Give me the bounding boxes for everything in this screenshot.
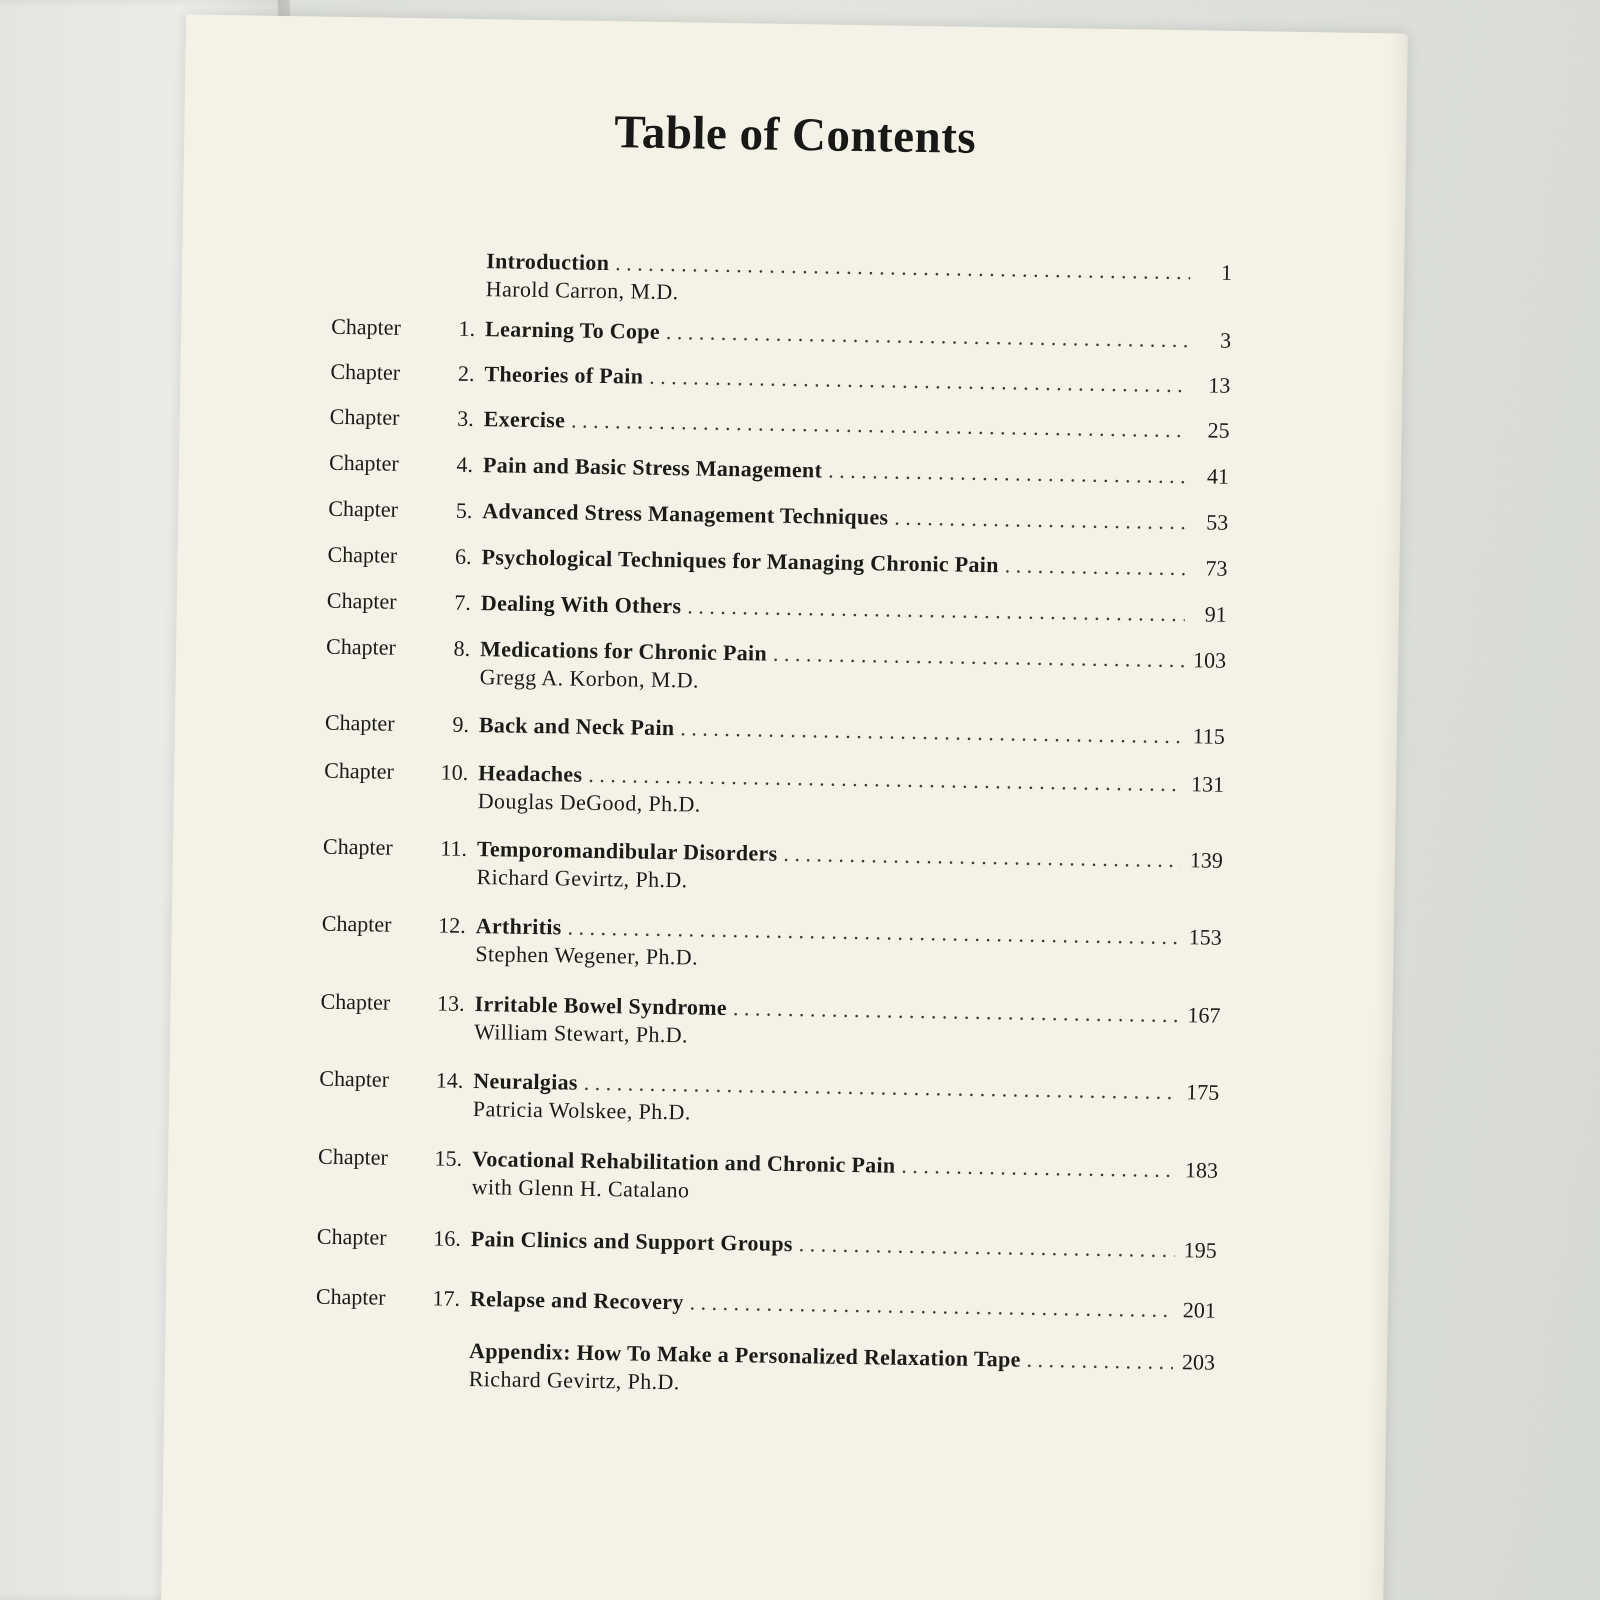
chapter-label: Chapter	[327, 541, 398, 568]
toc-entry	[320, 988, 1221, 1058]
chapter-number: 1.	[458, 315, 476, 341]
page-number: 91	[1204, 601, 1227, 627]
entry-title: Pain and Basic Stress Management	[482, 452, 823, 483]
entry-title: Advanced Stress Management Techniques	[482, 498, 889, 530]
toc-entry	[324, 757, 1225, 827]
chapter-label: Chapter	[321, 910, 392, 937]
chapter-number: 9.	[452, 711, 470, 737]
dot-leader	[799, 1230, 1176, 1264]
chapter-number	[432, 246, 486, 247]
chapter-label: Chapter	[322, 833, 393, 860]
chapter-label: Chapter	[326, 587, 397, 614]
dot-leader	[1026, 1346, 1173, 1376]
chapter-number: 6.	[454, 543, 472, 569]
dot-leader	[828, 457, 1187, 491]
page-number: 13	[1208, 372, 1231, 398]
entry-title: Medications for Chronic Pain	[479, 636, 768, 666]
chapter-number: 2.	[457, 360, 475, 386]
toc-entry	[319, 1065, 1220, 1135]
dot-leader	[687, 592, 1185, 628]
entry-title: Back and Neck Pain	[478, 712, 675, 741]
chapter-label	[332, 245, 432, 247]
page-number: 131	[1190, 771, 1225, 797]
chapter-number: 17.	[432, 1285, 461, 1311]
page-number: 103	[1192, 647, 1227, 673]
toc-entry	[322, 833, 1223, 903]
page-number: 41	[1206, 463, 1230, 489]
toc-entry	[327, 541, 1227, 583]
entry-title: Exercise	[483, 406, 566, 433]
entry-title: Appendix: How To Make a Personalized Relaxation Tape	[468, 1338, 1021, 1372]
entry-title: Learning To Cope	[484, 316, 661, 344]
entry-title: Vocational Rehabilitation and Chronic Pain	[471, 1146, 896, 1178]
chapter-label: Chapter	[324, 709, 395, 736]
chapter-number: 3.	[457, 405, 474, 431]
page-number: 201	[1182, 1297, 1217, 1323]
chapter-number: 10.	[440, 759, 469, 785]
dot-leader	[680, 714, 1183, 750]
entry-author: William Stewart, Ph.D.	[473, 1019, 689, 1048]
toc-entry	[321, 910, 1222, 980]
chapter-number: 14.	[435, 1067, 464, 1093]
chapter-label	[315, 1335, 415, 1337]
chapter-label: Chapter	[329, 403, 400, 430]
chapter-number: 15.	[434, 1145, 463, 1171]
page-number: 167	[1187, 1002, 1221, 1028]
page-number: 3	[1219, 327, 1232, 353]
page-number: 203	[1181, 1349, 1216, 1375]
chapter-label: Chapter	[325, 633, 397, 660]
page-number: 183	[1184, 1157, 1219, 1183]
chapter-label: Chapter	[330, 313, 402, 340]
entry-author: Douglas DeGood, Ph.D.	[477, 788, 701, 817]
entry-title: Psychological Techniques for Managing Chronic Pain	[481, 544, 999, 578]
dot-leader	[571, 407, 1188, 445]
page-number: 25	[1207, 417, 1230, 443]
entry-title: Irritable Bowel Syndrome	[474, 991, 728, 1021]
chapter-label: Chapter	[317, 1143, 389, 1170]
chapter-label: Chapter	[330, 358, 401, 385]
toc-entry	[329, 449, 1229, 491]
chapter-number: 5.	[455, 497, 473, 523]
chapter-label: Chapter	[316, 1223, 387, 1250]
toc-entry	[330, 358, 1230, 400]
chapter-number	[415, 1336, 469, 1337]
page-number: 53	[1206, 509, 1229, 535]
entry-author: Gregg A. Korbon, M.D.	[479, 664, 700, 693]
entry-author: Richard Gevirtz, Ph.D.	[468, 1366, 680, 1395]
entry-title: Pain Clinics and Support Groups	[470, 1226, 793, 1257]
toc-entry	[325, 709, 1225, 751]
toc-entry	[330, 403, 1230, 445]
dot-leader	[1005, 551, 1186, 582]
page-number: 1	[1220, 259, 1233, 285]
toc-entry	[316, 1283, 1216, 1325]
chapter-number: 13.	[436, 990, 465, 1016]
entry-title: Theories of Pain	[484, 361, 644, 389]
entry-title: Dealing With Others	[480, 590, 682, 619]
dot-leader	[666, 318, 1190, 354]
chapter-label: Chapter	[328, 495, 399, 522]
toc-entry	[327, 587, 1227, 629]
toc-entry	[317, 1223, 1217, 1265]
dot-leader	[901, 1152, 1176, 1184]
dot-leader	[649, 363, 1189, 399]
entry-title: Headaches	[478, 760, 583, 787]
toc-entry	[331, 313, 1231, 355]
book-page	[161, 14, 1408, 1600]
chapter-number: 4.	[456, 451, 474, 477]
chapter-label: Chapter	[320, 988, 391, 1015]
dot-leader	[689, 1288, 1174, 1324]
page-title: Table of Contents	[613, 106, 977, 164]
entry-title: Relapse and Recovery	[469, 1286, 684, 1315]
page-number: 139	[1189, 847, 1224, 873]
chapter-label: Chapter	[315, 1283, 386, 1310]
toc-entry	[326, 633, 1227, 703]
table-of-contents	[315, 217, 1233, 1395]
chapter-label: Chapter	[324, 757, 395, 784]
toc-entry	[314, 1335, 1215, 1405]
chapter-number: 11.	[440, 835, 468, 861]
page-number: 115	[1192, 723, 1226, 749]
dot-leader	[894, 504, 1186, 537]
chapter-number: 8.	[453, 635, 471, 661]
entry-title: Introduction	[486, 248, 610, 276]
entry-title: Arthritis	[475, 913, 562, 940]
chapter-label: Chapter	[319, 1065, 390, 1092]
entry-author: Richard Gevirtz, Ph.D.	[476, 864, 688, 893]
entry-author: with Glenn H. Catalano	[471, 1174, 690, 1203]
entry-title: Neuralgias	[473, 1068, 579, 1095]
page-number: 153	[1188, 924, 1222, 950]
page-number: 195	[1183, 1237, 1217, 1263]
chapter-number: 16.	[433, 1225, 462, 1251]
page-number: 175	[1186, 1079, 1220, 1105]
entry-title: Temporomandibular Disorders	[476, 836, 778, 866]
chapter-number: 12.	[438, 912, 466, 938]
toc-entry	[317, 1143, 1218, 1213]
page-number: 73	[1205, 555, 1228, 581]
toc-entry	[332, 245, 1233, 315]
toc-entry	[328, 495, 1228, 537]
entry-author: Patricia Wolskee, Ph.D.	[472, 1096, 691, 1125]
chapter-label: Chapter	[328, 449, 399, 476]
chapter-number: 7.	[454, 589, 472, 615]
entry-author: Stephen Wegener, Ph.D.	[475, 941, 699, 970]
entry-author: Harold Carron, M.D.	[485, 276, 679, 305]
